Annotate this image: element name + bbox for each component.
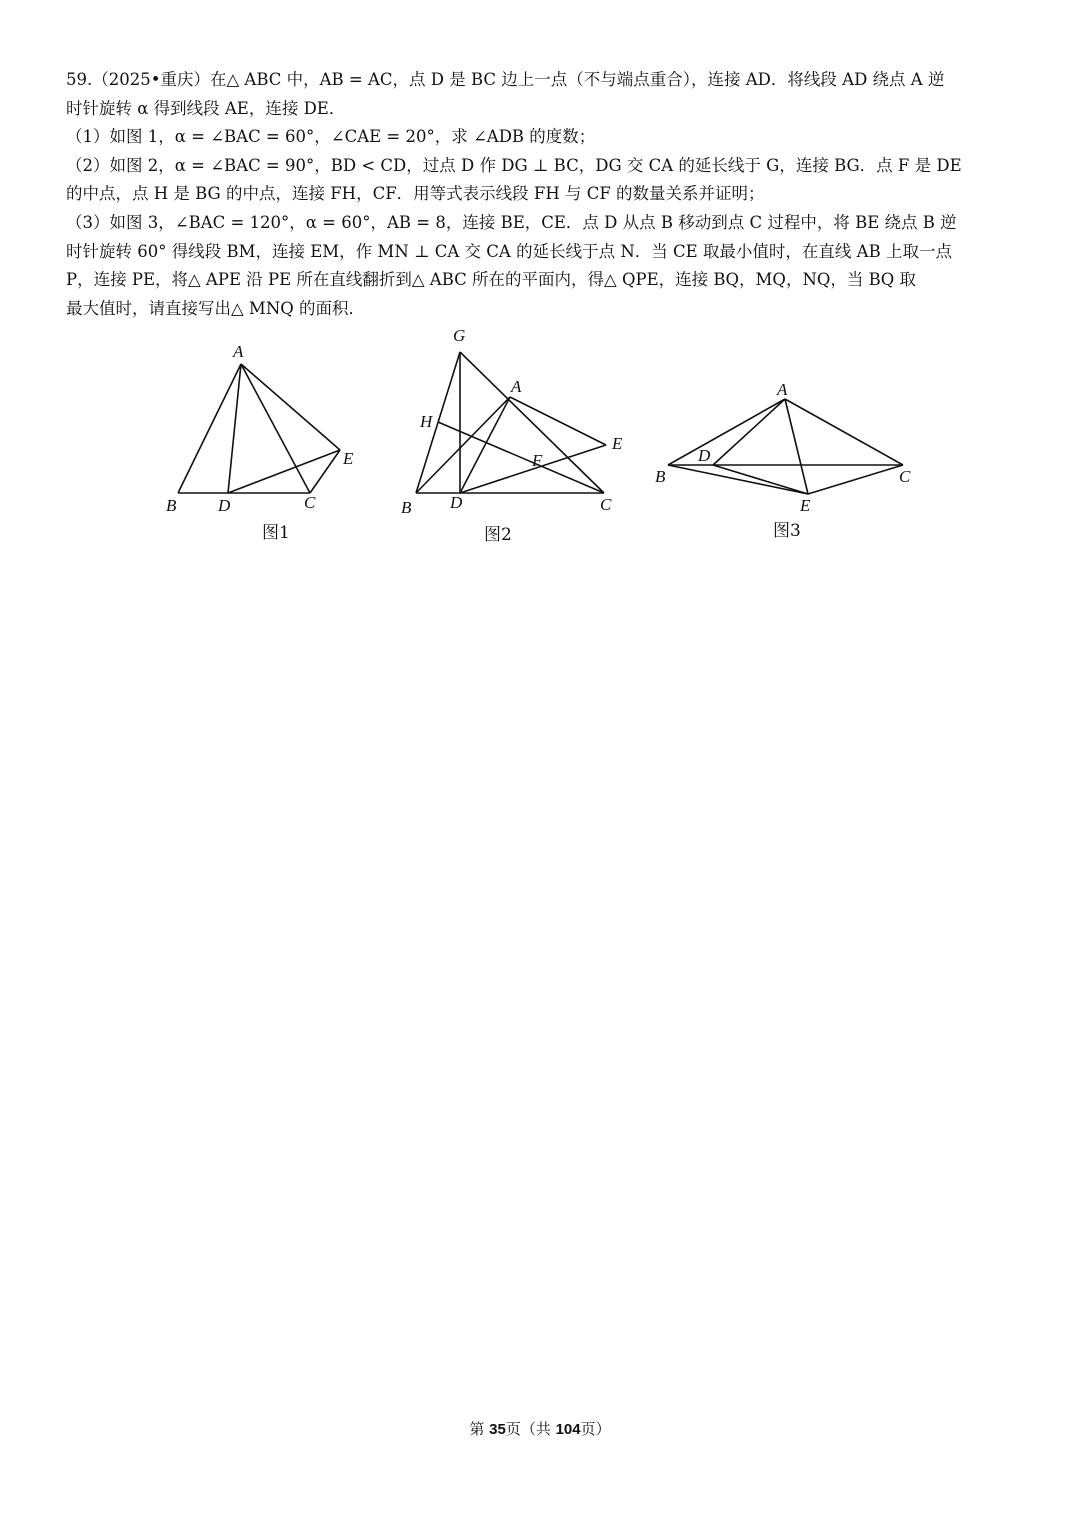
segment-ae bbox=[241, 364, 340, 450]
segment-ac bbox=[241, 364, 310, 493]
segment-ae bbox=[785, 399, 808, 494]
figure-2 bbox=[401, 326, 623, 517]
label-e: E bbox=[612, 434, 623, 453]
figure-1-caption: 图1 bbox=[262, 523, 290, 543]
problem-line: 59.（2025•重庆）在△ ABC 中，AB = AC，点 D 是 BC 边上一点（不与端点重合），连接 AD．将线段 AD 绕点 A 逆 bbox=[66, 70, 945, 89]
segment-de bbox=[713, 465, 808, 494]
label-a: A bbox=[233, 342, 244, 361]
segment-de bbox=[228, 450, 340, 493]
figures-svg bbox=[0, 0, 1080, 560]
label-c: C bbox=[304, 493, 316, 512]
label-b: B bbox=[655, 467, 666, 486]
footer-middle: 页（共 bbox=[505, 1420, 556, 1438]
label-d: D bbox=[450, 493, 463, 512]
figure-3-caption: 图3 bbox=[773, 521, 801, 541]
part-2-line: 的中点，点 H 是 BG 的中点，连接 FH，CF．用等式表示线段 FH 与 CF 的数量关系并证明； bbox=[66, 184, 765, 204]
problem-line: 时针旋转 α 得到线段 AE，连接 DE． bbox=[66, 98, 346, 118]
page-footer bbox=[0, 1418, 1080, 1439]
total-pages: 104 bbox=[555, 1421, 581, 1438]
segment-ae bbox=[510, 397, 606, 445]
part-1: （1）如图 1，α = ∠BAC = 60°，∠CAE = 20°，求 ∠ADB 的度数； bbox=[66, 127, 596, 147]
label-c: C bbox=[899, 467, 911, 486]
segment-ec bbox=[808, 465, 903, 494]
label-a: A bbox=[777, 380, 788, 399]
label-f: F bbox=[532, 451, 543, 470]
label-d: D bbox=[218, 496, 231, 515]
footer-suffix: 页） bbox=[580, 1420, 611, 1438]
page-number: 35 bbox=[489, 1421, 506, 1438]
footer-prefix: 第 bbox=[469, 1420, 490, 1438]
part-3-line: 时针旋转 60° 得线段 BM，连接 EM，作 MN ⊥ CA 交 CA 的延长线于点 N．当 CE 取最小值时，在直线 AB 上取一点 bbox=[66, 241, 952, 261]
figure-2-caption: 图2 bbox=[484, 525, 512, 545]
part-3-line: （3）如图 3，∠BAC = 120°，α = 60°，AB = 8，连接 BE，CE．点 D 从点 B 移动到点 C 过程中，将 BE 绕点 B 逆 bbox=[66, 212, 957, 232]
segment-ac bbox=[785, 399, 903, 465]
segment-be bbox=[668, 465, 808, 494]
label-e: E bbox=[343, 449, 354, 468]
label-b: B bbox=[166, 496, 177, 515]
segment-gc bbox=[460, 352, 604, 493]
part-3-line: 最大值时，请直接写出△ MNQ 的面积． bbox=[66, 298, 366, 318]
segment-ab bbox=[668, 399, 785, 465]
segment-ad bbox=[713, 399, 785, 465]
label-a: A bbox=[511, 377, 522, 396]
label-h: H bbox=[420, 412, 433, 431]
label-c: C bbox=[600, 495, 612, 514]
segment-ab bbox=[178, 364, 241, 493]
segment-hc bbox=[438, 422, 604, 493]
label-d: D bbox=[698, 446, 711, 465]
figure-3 bbox=[655, 380, 911, 515]
label-e: E bbox=[800, 496, 811, 515]
label-b: B bbox=[401, 498, 412, 517]
part-3-line: P，连接 PE，将△ APE 沿 PE 所在直线翻折到△ ABC 所在的平面内，得△ QPE，连接 BQ，MQ，NQ，当 BQ 取 bbox=[66, 270, 917, 290]
figure-1 bbox=[166, 342, 354, 515]
part-2-line: （2）如图 2，α = ∠BAC = 90°，BD < CD，过点 D 作 DG ⊥ BC，DG 交 CA 的延长线于 G，连接 BG．点 F 是 DE bbox=[66, 155, 962, 175]
label-g: G bbox=[453, 326, 466, 345]
segment-ad bbox=[228, 364, 241, 493]
